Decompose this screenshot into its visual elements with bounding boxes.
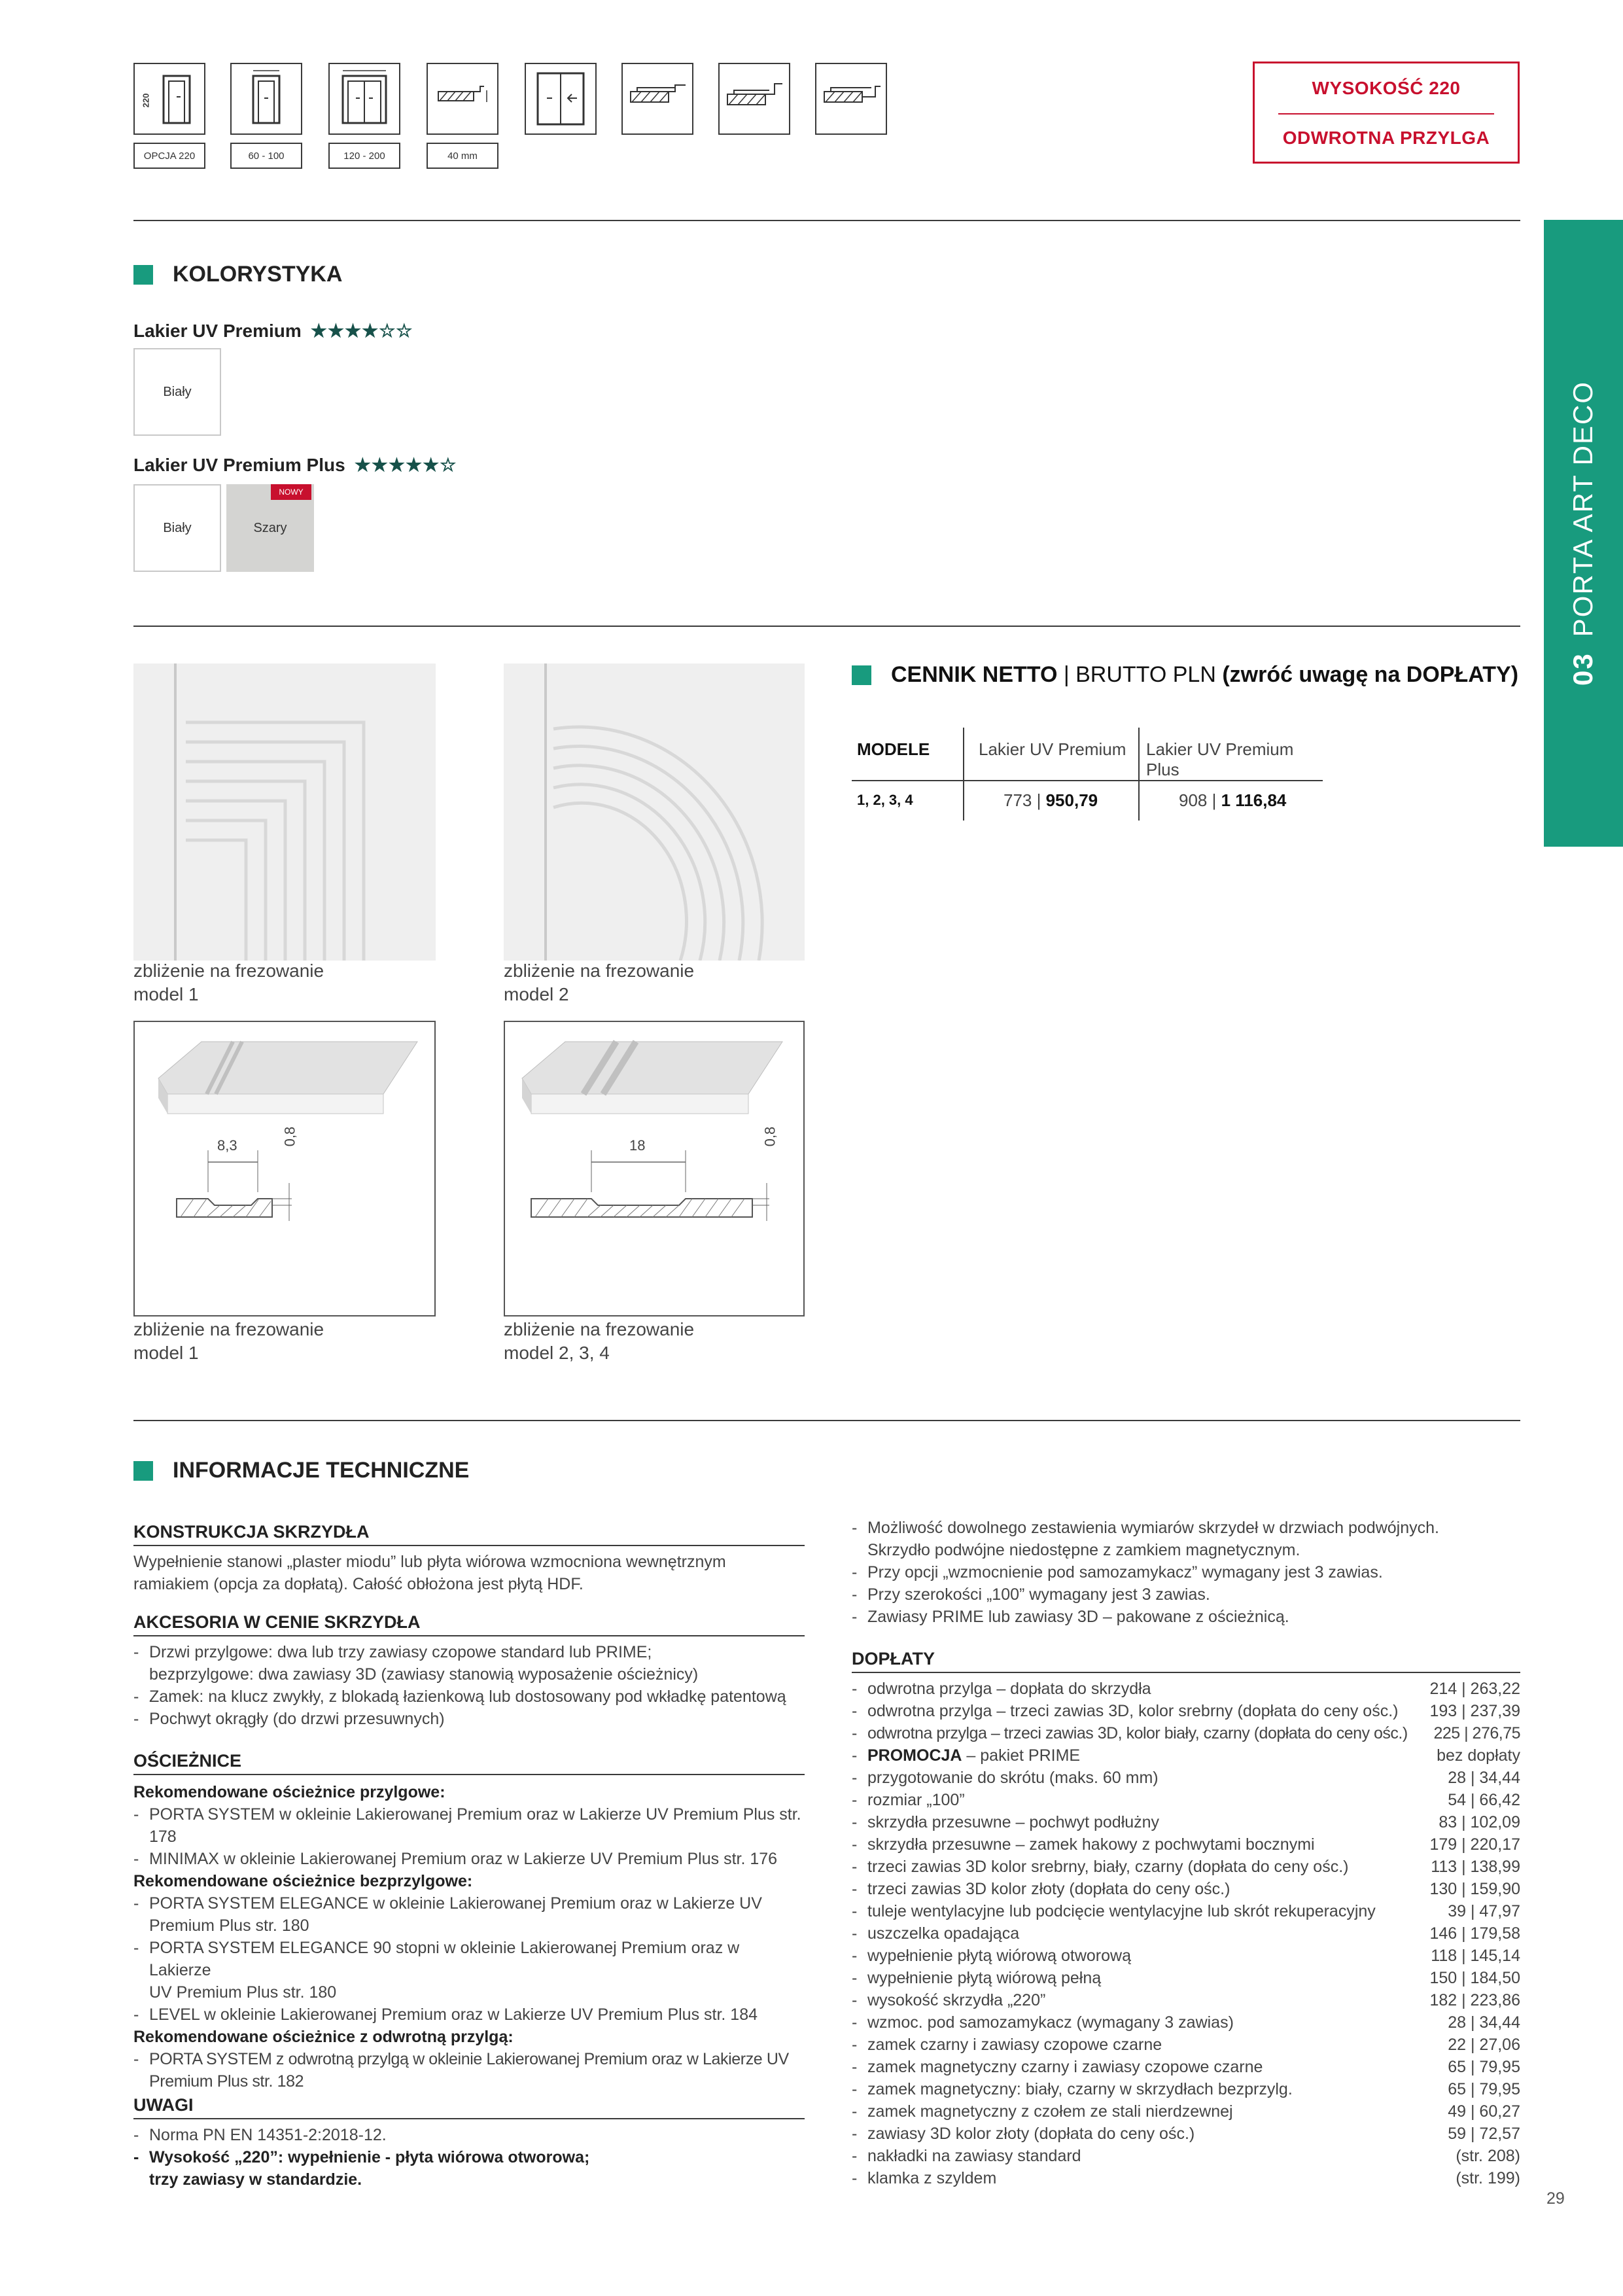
caption-line: model 1: [133, 984, 199, 1004]
col-header-models: MODELE: [857, 739, 930, 759]
surcharge-label: - trzeci zawias 3D kolor złoty (dopłata do ceny ośc.): [852, 1878, 1230, 1900]
spec-box: [1253, 62, 1520, 164]
list-item: [133, 2004, 805, 2026]
surcharge-row: [852, 2011, 1520, 2034]
text-line: - LEVEL w okleinie Lakierowanej Premium oraz w Lakierze UV Premium Plus str. 184: [149, 2005, 758, 2024]
profile-diagram-model-2: [504, 1021, 805, 1316]
price-premium-plus: 908 | 1 116,84: [1179, 790, 1287, 810]
surcharge-row: [852, 1900, 1520, 1922]
icon-caption: 120 - 200: [328, 143, 400, 169]
text-line: - PORTA SYSTEM ELEGANCE 90 stopni w okleinie Lakierowanej Premium oraz w Lakierze: [149, 1939, 740, 1979]
surcharge-row: [852, 1989, 1520, 2011]
height-label: 220: [141, 93, 151, 108]
surcharge-label: - zamek magnetyczny z czołem ze stali nierdzewnej: [852, 2100, 1233, 2123]
text-line: - Przy szerokości „100” wymagany jest 3 zawias.: [867, 1585, 1210, 1604]
surcharge-label: - odwrotna przylga – dopłata do skrzydła: [852, 1678, 1151, 1700]
surcharge-price: 214 | 263,22: [1429, 1680, 1520, 1698]
surcharge-row: [852, 1811, 1520, 1833]
section-marker: [133, 265, 153, 285]
price-net: 773: [1003, 790, 1032, 810]
finish-group-premium: [133, 320, 413, 342]
surcharge-price: 28 | 34,44: [1448, 1769, 1520, 1787]
text-line: 178: [149, 1828, 177, 1846]
milling-photo-model-1: [133, 663, 436, 961]
col-header-premium: Lakier UV Premium: [979, 739, 1126, 759]
icon-caption: 40 mm: [427, 143, 498, 169]
section-title: PORTA ART DECO: [1567, 380, 1598, 637]
surcharge-row: [852, 1922, 1520, 1945]
surcharge-price: 118 | 145,14: [1431, 1947, 1520, 1965]
surcharge-label: - nakładki na zawiasy standard: [852, 2145, 1081, 2167]
surcharge-price: 150 | 184,50: [1429, 1969, 1520, 1987]
surcharge-label: - zawiasy 3D kolor złoty (dopłata do ceny ośc.): [852, 2123, 1195, 2145]
text-line: - PORTA SYSTEM z odwrotną przylgą w okleinie Lakierowanej Premium oraz w Lakierze UV: [149, 2050, 789, 2068]
surcharge-price: 22 | 27,06: [1448, 2036, 1520, 2054]
surcharge-price: (str. 208): [1456, 2147, 1520, 2165]
text-line: - PORTA SYSTEM ELEGANCE w okleinie Lakierowanej Premium oraz w Lakierze UV: [149, 1894, 762, 1913]
text-line: Skrzydło podwójne niedostępne z zamkiem magnetycznym.: [867, 1541, 1300, 1559]
surcharge-label: - uszczelka opadająca: [852, 1922, 1019, 1945]
surcharge-label: - trzeci zawias 3D kolor srebrny, biały, czarny (dopłata do ceny ośc.): [852, 1856, 1348, 1878]
icon-caption: 60 - 100: [230, 143, 302, 169]
surcharge-price: 59 | 72,57: [1448, 2125, 1520, 2143]
price-title-sep: |: [1057, 662, 1076, 687]
thickness-40mm-icon: [427, 63, 498, 135]
surcharge-label: - odwrotna przylga – trzeci zawias 3D, kolor srebrny (dopłata do ceny ośc.): [852, 1700, 1398, 1722]
text-line: - MINIMAX w okleinie Lakierowanej Premium oraz w Lakierze UV Premium Plus str. 176: [149, 1850, 778, 1868]
door-notes-list: [852, 1517, 1520, 1628]
accessories-list: [133, 1641, 805, 1730]
surcharge-label: - zamek magnetyczny: biały, czarny w skrzydłach bezprzylg.: [852, 2078, 1293, 2100]
surcharge-label: - tuleje wentylacyjne lub podcięcie wentylacyjne lub skrót rekuperacyjny: [852, 1900, 1376, 1922]
rating-stars: ★★★★★☆: [354, 455, 457, 475]
surcharge-price: 182 | 223,86: [1429, 1991, 1520, 2009]
caption-line: zbliżenie na frezowanie: [504, 1319, 695, 1339]
section-marker: [852, 665, 871, 685]
photo-caption: [504, 959, 694, 1006]
list-item: [852, 1561, 1520, 1583]
frames-subtitle: Rekomendowane ościeżnice bezprzylgowe:: [133, 1872, 473, 1890]
surcharges-title: DOPŁATY: [852, 1649, 1520, 1673]
surcharge-price: 28 | 34,44: [1448, 2013, 1520, 2032]
construction-text: [133, 1551, 805, 1595]
profile-2-icon: [718, 63, 790, 135]
surcharge-price: 54 | 66,42: [1448, 1791, 1520, 1809]
section-number: 03: [1567, 652, 1598, 686]
caption-line: model 2: [504, 984, 569, 1004]
surcharge-label: - odwrotna przylga – trzeci zawias 3D, kolor biały, czarny (dopłata do ceny ośc.): [852, 1722, 1408, 1744]
finish-name: Lakier UV Premium Plus: [133, 454, 345, 475]
list-item: [133, 2146, 805, 2191]
surcharge-row: [852, 1967, 1520, 1989]
text-line: Premium Plus str. 180: [149, 1916, 309, 1935]
tech-title: INFORMACJE TECHNICZNE: [173, 1458, 470, 1483]
dimension-depth: 0,8: [761, 1126, 778, 1147]
profile-3-icon: [815, 63, 887, 135]
price-gross: 1 116,84: [1221, 790, 1287, 810]
surcharge-price: 65 | 79,95: [1448, 2058, 1520, 2076]
text-line: - PORTA SYSTEM w okleinie Lakierowanej Premium oraz w Lakierze UV Premium Plus str.: [149, 1805, 801, 1824]
surcharge-label: - wysokość skrzydła „220”: [852, 1989, 1045, 2011]
milling-photo-model-2: [504, 663, 805, 961]
swatch-label: Biały: [163, 520, 192, 535]
price-premium: 773 | 950,79: [1003, 790, 1098, 810]
surcharge-price: 146 | 179,58: [1429, 1924, 1520, 1943]
surcharge-row: [852, 2123, 1520, 2145]
rating-stars: ★★★★☆☆: [310, 321, 413, 341]
dimension-width: 8,3: [217, 1137, 237, 1154]
promo-label: PROMOCJA: [867, 1746, 962, 1765]
surcharge-row: [852, 1833, 1520, 1856]
surcharge-price: bez dopłaty: [1437, 1746, 1520, 1765]
surcharge-label: - skrzydła przesuwne – zamek hakowy z pochwytami bocznymi: [852, 1833, 1315, 1856]
caption-line: model 1: [133, 1343, 199, 1363]
finish-group-premium-plus: [133, 454, 457, 476]
caption-line: zbliżenie na frezowanie: [504, 961, 695, 981]
page-number: 29: [1546, 2189, 1565, 2208]
surcharge-price: 83 | 102,09: [1439, 1813, 1520, 1831]
surcharge-row: [852, 2034, 1520, 2056]
text-line: Premium Plus str. 182: [149, 2072, 304, 2091]
text-line: Wypełnienie stanowi „plaster miodu” lub płyta wiórowa wzmocniona wewnętrznym: [133, 1553, 726, 1571]
price-heading: [852, 662, 1518, 688]
divider: [133, 626, 1520, 627]
profile-1-icon: [621, 63, 693, 135]
table-rule: [852, 780, 1323, 781]
text-line: trzy zawiasy w standardzie.: [149, 2170, 362, 2189]
frames-subtitle: Rekomendowane ościeżnice z odwrotną przylgą:: [133, 2028, 514, 2046]
list-item: [133, 1641, 805, 1686]
list-item: [133, 1708, 805, 1730]
surcharge-price: (str. 199): [1456, 2169, 1520, 2187]
list-item: [852, 1583, 1520, 1606]
text-line: UV Premium Plus str. 180: [149, 1983, 337, 2002]
table-rule: [1138, 728, 1140, 821]
swatch-label: Szary: [253, 520, 287, 535]
text-line: - Przy opcji „wzmocnienie pod samozamykacz” wymagany jest 3 zawias.: [867, 1563, 1383, 1581]
price-title-net: CENNIK NETTO: [891, 662, 1058, 687]
surcharge-label: - wypełnienie płytą wiórową pełną: [852, 1967, 1101, 1989]
side-tab: [1544, 220, 1623, 847]
surcharge-row: [852, 2100, 1520, 2123]
surcharge-row: [852, 2056, 1520, 2078]
surcharge-row: [852, 1678, 1520, 1700]
surcharge-label: - zamek czarny i zawiasy czopowe czarne: [852, 2034, 1162, 2056]
surcharge-label: - wzmoc. pod samozamykacz (wymagany 3 zawias): [852, 2011, 1234, 2034]
swatch-label: Biały: [163, 384, 192, 399]
surcharge-row: [852, 1744, 1520, 1767]
list-item: [133, 1848, 805, 1870]
tech-heading: [133, 1458, 469, 1483]
table-rule: [963, 728, 964, 821]
price-net: 908: [1179, 790, 1208, 810]
price-table: [852, 728, 1323, 899]
surcharge-label: - zamek magnetyczny czarny i zawiasy czopowe czarne: [852, 2056, 1263, 2078]
surcharge-price: 179 | 220,17: [1429, 1835, 1520, 1854]
surcharge-row: [852, 1767, 1520, 1789]
surcharge-price: 113 | 138,99: [1431, 1858, 1520, 1876]
text-line: bezprzylgowe: dwa zawiasy 3D (zawiasy stanowią wyposażenie ościeżnicy): [149, 1665, 699, 1684]
text-line: - Pochwyt okrągły (do drzwi przesuwnych): [149, 1710, 445, 1728]
surcharge-row: [852, 2145, 1520, 2167]
spec-rebate: ODWROTNA PRZYLGA: [1282, 128, 1490, 148]
price-gross: 950,79: [1045, 790, 1098, 810]
reverse-rebate-icon: [525, 63, 597, 135]
text-line: - Możliwość dowolnego zestawienia wymiarów skrzydeł w drzwiach podwójnych.: [867, 1519, 1439, 1537]
text-line: - Zawiasy PRIME lub zawiasy 3D – pakowane z ościeżnicą.: [867, 1608, 1289, 1626]
text-line: ramiakiem (opcja za dopłatą). Całość obłożona jest płytą HDF.: [133, 1575, 584, 1593]
caption-line: zbliżenie na frezowanie: [133, 1319, 324, 1339]
surcharge-label: - wypełnienie płytą wiórową otworową: [852, 1945, 1131, 1967]
surcharge-row: [852, 1789, 1520, 1811]
price-title-gross: BRUTTO PLN: [1075, 662, 1223, 687]
spec-height: WYSOKOŚĆ 220: [1312, 78, 1461, 98]
surcharge-row: [852, 1722, 1520, 1744]
caption-line: zbliżenie na frezowanie: [133, 961, 324, 981]
surcharge-row: [852, 2167, 1520, 2189]
surcharge-label: - skrzydła przesuwne – pochwyt podłużny: [852, 1811, 1159, 1833]
photo-caption: [504, 1318, 694, 1365]
text-line: - Wysokość „220”: wypełnienie - płyta wiórowa otworowa;: [149, 2148, 590, 2166]
finish-name: Lakier UV Premium: [133, 320, 302, 341]
dimension-depth: 0,8: [281, 1126, 298, 1147]
section-marker: [133, 1461, 153, 1481]
text-line: - Norma PN EN 14351-2:2018-12.: [149, 2126, 387, 2144]
surcharge-label: – pakiet PRIME: [962, 1746, 1081, 1765]
dimension-width: 18: [629, 1137, 646, 1154]
side-tab-label: [1567, 381, 1599, 686]
surcharge-row: [852, 2078, 1520, 2100]
list-item: [133, 1686, 805, 1708]
text-line: - Drzwi przylgowe: dwa lub trzy zawiasy czopowe standard lub PRIME;: [149, 1643, 652, 1661]
list-item: [852, 1606, 1520, 1628]
frames-subtitle: Rekomendowane ościeżnice przylgowe:: [133, 1783, 445, 1801]
price-title-note: (zwróć uwagę na DOPŁATY): [1222, 662, 1519, 687]
caption-line: model 2, 3, 4: [504, 1343, 610, 1363]
surcharge-price: 39 | 47,97: [1448, 1902, 1520, 1920]
surcharge-price: 225 | 276,75: [1433, 1724, 1520, 1742]
profile-diagram-model-1: [133, 1021, 436, 1316]
col-header-premium-plus: Lakier UV Premium Plus: [1146, 739, 1294, 779]
list-item: [133, 1892, 805, 1937]
surcharge-row: [852, 1700, 1520, 1722]
color-swatch-white[interactable]: [133, 348, 221, 436]
surcharges-table: [852, 1678, 1520, 2189]
spec-divider: [1278, 113, 1494, 115]
list-item: [133, 2048, 805, 2093]
double-door-icon: [328, 63, 400, 135]
photo-caption: [133, 959, 324, 1006]
row-models: 1, 2, 3, 4: [857, 792, 913, 808]
divider: [133, 220, 1520, 221]
single-door-icon: [230, 63, 302, 135]
door-height-220-icon: [133, 63, 205, 135]
surcharge-label: - rozmiar „100”: [852, 1789, 965, 1811]
color-swatch-white[interactable]: [133, 484, 221, 572]
surcharge-price: 65 | 79,95: [1448, 2080, 1520, 2098]
text-line: - Zamek: na klucz zwykły, z blokadą łazienkową lub dostosowany pod wkładkę patentową: [149, 1687, 786, 1706]
surcharge-label: - przygotowanie do skrótu (maks. 60 mm): [852, 1767, 1159, 1789]
notes-list: [133, 2124, 805, 2191]
divider: [133, 1420, 1520, 1421]
list-item: [133, 1937, 805, 2004]
construction-title: KONSTRUKCJA SKRZYDŁA: [133, 1522, 805, 1546]
frames-title: OŚCIEŻNICE: [133, 1751, 805, 1775]
icon-caption: OPCJA 220: [133, 143, 205, 169]
surcharge-row: [852, 1878, 1520, 1900]
notes-title: UWAGI: [133, 2095, 805, 2119]
list-item: [852, 1517, 1520, 1561]
surcharge-price: 130 | 159,90: [1429, 1880, 1520, 1898]
surcharge-row: [852, 1856, 1520, 1878]
surcharge-price: 49 | 60,27: [1448, 2102, 1520, 2121]
colors-heading: [133, 262, 342, 287]
photo-caption: [133, 1318, 324, 1365]
new-badge: NOWY: [271, 484, 311, 500]
surcharge-label: - klamka z szyldem: [852, 2167, 996, 2189]
frames-list: [133, 1781, 805, 2093]
surcharge-row: [852, 1945, 1520, 1967]
list-item: [133, 1803, 805, 1848]
list-item: [133, 2124, 805, 2146]
colors-title: KOLORYSTYKA: [173, 262, 343, 287]
surcharge-price: 193 | 237,39: [1429, 1702, 1520, 1720]
accessories-title: AKCESORIA W CENIE SKRZYDŁA: [133, 1612, 805, 1636]
